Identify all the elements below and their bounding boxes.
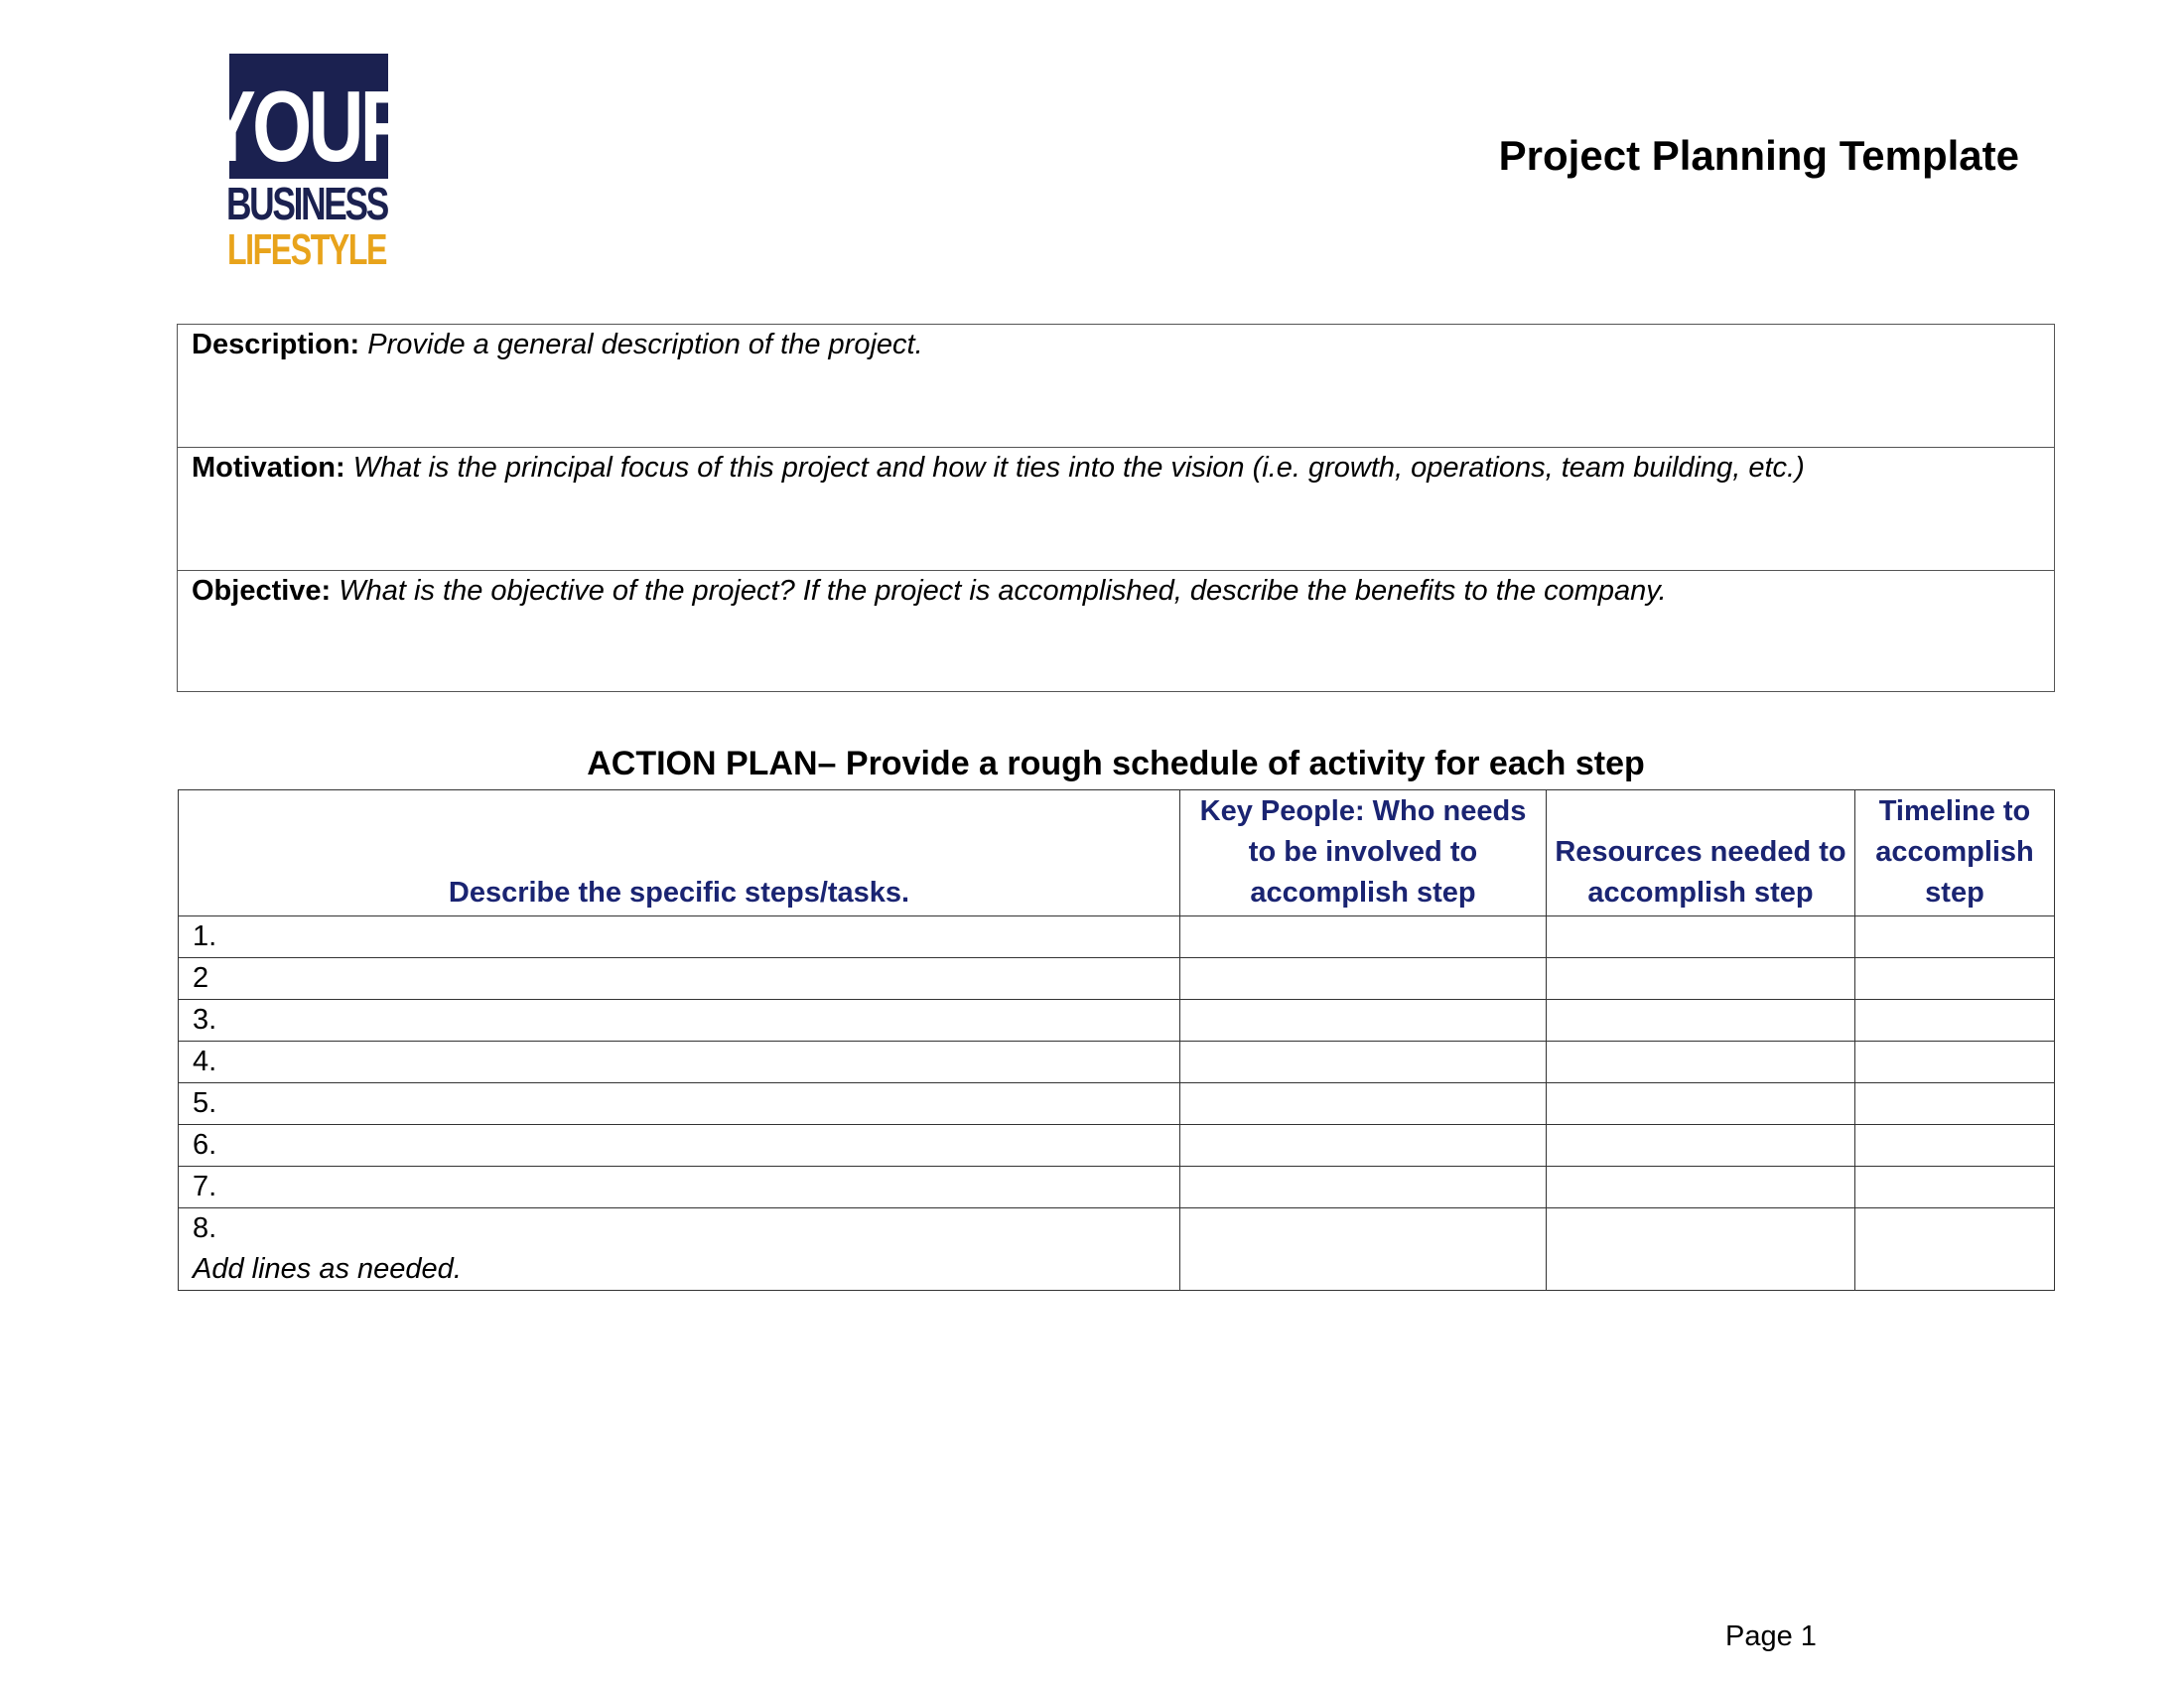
- table-row: [179, 916, 2055, 958]
- objective-field[interactable]: [178, 571, 2054, 694]
- motivation-label: Motivation:: [192, 452, 345, 484]
- key-people-cell[interactable]: [1180, 916, 1547, 958]
- table-row: [179, 958, 2055, 1000]
- key-people-cell[interactable]: [1180, 1208, 1547, 1291]
- key-people-cell[interactable]: [1180, 1125, 1547, 1167]
- resources-cell[interactable]: [1547, 1042, 1855, 1083]
- table-row: [179, 1083, 2055, 1125]
- timeline-cell[interactable]: [1855, 1000, 2055, 1042]
- timeline-cell[interactable]: [1855, 1208, 2055, 1291]
- motivation-field[interactable]: [178, 448, 2054, 571]
- key-people-cell[interactable]: [1180, 1167, 1547, 1208]
- timeline-cell[interactable]: [1855, 1042, 2055, 1083]
- description-prompt: Provide a general description of the project.: [367, 329, 923, 360]
- step-cell[interactable]: 2: [179, 958, 1180, 1000]
- company-logo: [205, 54, 412, 274]
- table-row: [179, 1000, 2055, 1042]
- table-row: [179, 1125, 2055, 1167]
- step-number: 8.: [193, 1212, 217, 1244]
- action-plan-table: [178, 789, 2055, 1291]
- key-people-cell[interactable]: [1180, 1000, 1547, 1042]
- resources-cell[interactable]: [1547, 1125, 1855, 1167]
- key-people-cell[interactable]: [1180, 1083, 1547, 1125]
- document-title: Project Planning Template: [1498, 132, 2019, 179]
- action-plan-heading: ACTION PLAN– Provide a rough schedule of activity for each step: [587, 745, 1645, 782]
- key-people-cell[interactable]: [1180, 1042, 1547, 1083]
- description-field[interactable]: [178, 325, 2054, 448]
- svg-text:BUSINESS: BUSINESS: [226, 178, 389, 229]
- objective-prompt: What is the objective of the project? If the project is accomplished, describe the benefits to the company.: [339, 575, 1667, 607]
- steps-column-header: Describe the specific steps/tasks.: [179, 790, 1180, 916]
- page-number: Page 1: [1725, 1620, 1817, 1652]
- key-people-column-header: Key People: Who needs to be involved to accomplish step: [1180, 790, 1547, 916]
- step-cell[interactable]: [179, 1208, 1180, 1291]
- svg-text:YOUR: YOUR: [205, 71, 412, 184]
- resources-cell[interactable]: [1547, 916, 1855, 958]
- add-lines-note: Add lines as needed.: [193, 1253, 462, 1285]
- timeline-cell[interactable]: [1855, 916, 2055, 958]
- table-row: [179, 1042, 2055, 1083]
- step-cell[interactable]: 7.: [179, 1167, 1180, 1208]
- description-label: Description:: [192, 329, 360, 360]
- project-info-box: [177, 324, 2055, 692]
- timeline-cell[interactable]: [1855, 1167, 2055, 1208]
- table-row: [179, 1167, 2055, 1208]
- table-row: [179, 1208, 2055, 1291]
- step-cell[interactable]: 1.: [179, 916, 1180, 958]
- motivation-prompt: What is the principal focus of this project and how it ties into the vision (i.e. growth, operations, team building, etc.): [352, 452, 1805, 484]
- resources-column-header: Resources needed to accomplish step: [1547, 790, 1855, 916]
- timeline-cell[interactable]: [1855, 1083, 2055, 1125]
- step-cell[interactable]: 5.: [179, 1083, 1180, 1125]
- step-cell[interactable]: 6.: [179, 1125, 1180, 1167]
- objective-label: Objective:: [192, 575, 332, 607]
- timeline-cell[interactable]: [1855, 958, 2055, 1000]
- resources-cell[interactable]: [1547, 1083, 1855, 1125]
- timeline-column-header: Timeline to accomplish step: [1855, 790, 2055, 916]
- svg-text:LIFESTYLE: LIFESTYLE: [227, 225, 387, 274]
- resources-cell[interactable]: [1547, 1208, 1855, 1291]
- resources-cell[interactable]: [1547, 1000, 1855, 1042]
- step-cell[interactable]: 3.: [179, 1000, 1180, 1042]
- table-header-row: [179, 790, 2055, 916]
- resources-cell[interactable]: [1547, 958, 1855, 1000]
- key-people-cell[interactable]: [1180, 958, 1547, 1000]
- step-cell[interactable]: 4.: [179, 1042, 1180, 1083]
- timeline-cell[interactable]: [1855, 1125, 2055, 1167]
- resources-cell[interactable]: [1547, 1167, 1855, 1208]
